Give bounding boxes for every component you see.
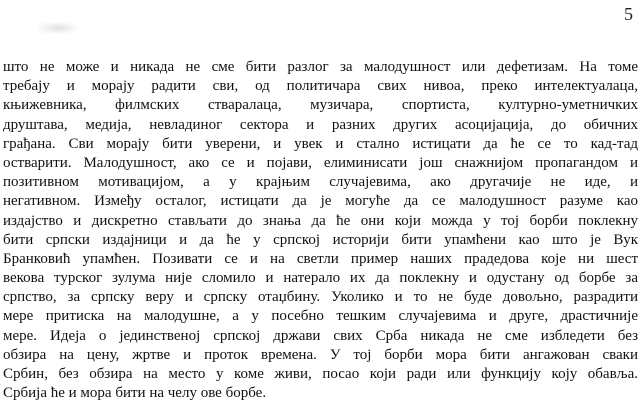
- text-line: требају и морају радити сви, од политичара свих нивоа, преко интелектуалаца,: [3, 78, 638, 95]
- text-line: остварити. Малодушност, ако се и појави, елиминисати још снажнијом пропагандом и: [3, 154, 638, 171]
- text-line: мере притиска на малодушне, а у посебно тешким случајевима и друге, драстичније: [3, 308, 638, 325]
- text-line: књижевника, филмских стваралаца, музичара, спортиста, културно-уметничких: [3, 97, 638, 114]
- text-line: Србин, без обзира на место у коме живи, посао који ради или функцију коју обавља.: [3, 366, 638, 382]
- text-line: бити српски издајници и да ће у српској историји бити упамћени као што је Вук: [3, 231, 638, 248]
- text-line: негативном. Између осталог, истицати да је могуће да се малодушност разуме као: [3, 193, 638, 210]
- text-line: издајство и дискретно стављати до знања да ће они који можда у тој борби поклекну: [3, 212, 638, 229]
- text-line: мере. Идеја о јединственој српској држави свих Срба никада не сме избледети без: [3, 327, 638, 344]
- page-number: 5: [624, 4, 633, 24]
- text-line: друштава, медија, невладиног сектора и разних других асоцијација, до обичних: [3, 116, 638, 133]
- text-line: Бранковић упамћен. Позивати се и на светли пример наших прадедова које ни шест: [3, 250, 638, 267]
- text-line: што не може и никада не сме бити разлог за малодушност или дефетизам. На томе: [3, 59, 638, 75]
- text-line: позитивном мотивацијом, а у крајњим случајевима, ако другачије не иде, и: [3, 174, 638, 191]
- text-line: Србија ће и мора бити на челу ове борбе.: [3, 385, 267, 402]
- scan-smudge: [38, 22, 78, 34]
- body-text: [3, 58, 638, 403]
- text-line: грађана. Сви морају бити уверени, и увек и стално истицати да ће се то кад-тад: [3, 135, 638, 152]
- text-line: српство, за српску веру и српску отаџбину. Уколико и то не буде довољно, разрадити: [3, 289, 638, 306]
- text-line: обзира на цену, жртве и проток времена. У тој борби мора бити ангажован сваки: [3, 346, 638, 363]
- text-line: векова турског зулума није сломило и натерало их да поклекну и одустану од борбе за: [3, 270, 638, 287]
